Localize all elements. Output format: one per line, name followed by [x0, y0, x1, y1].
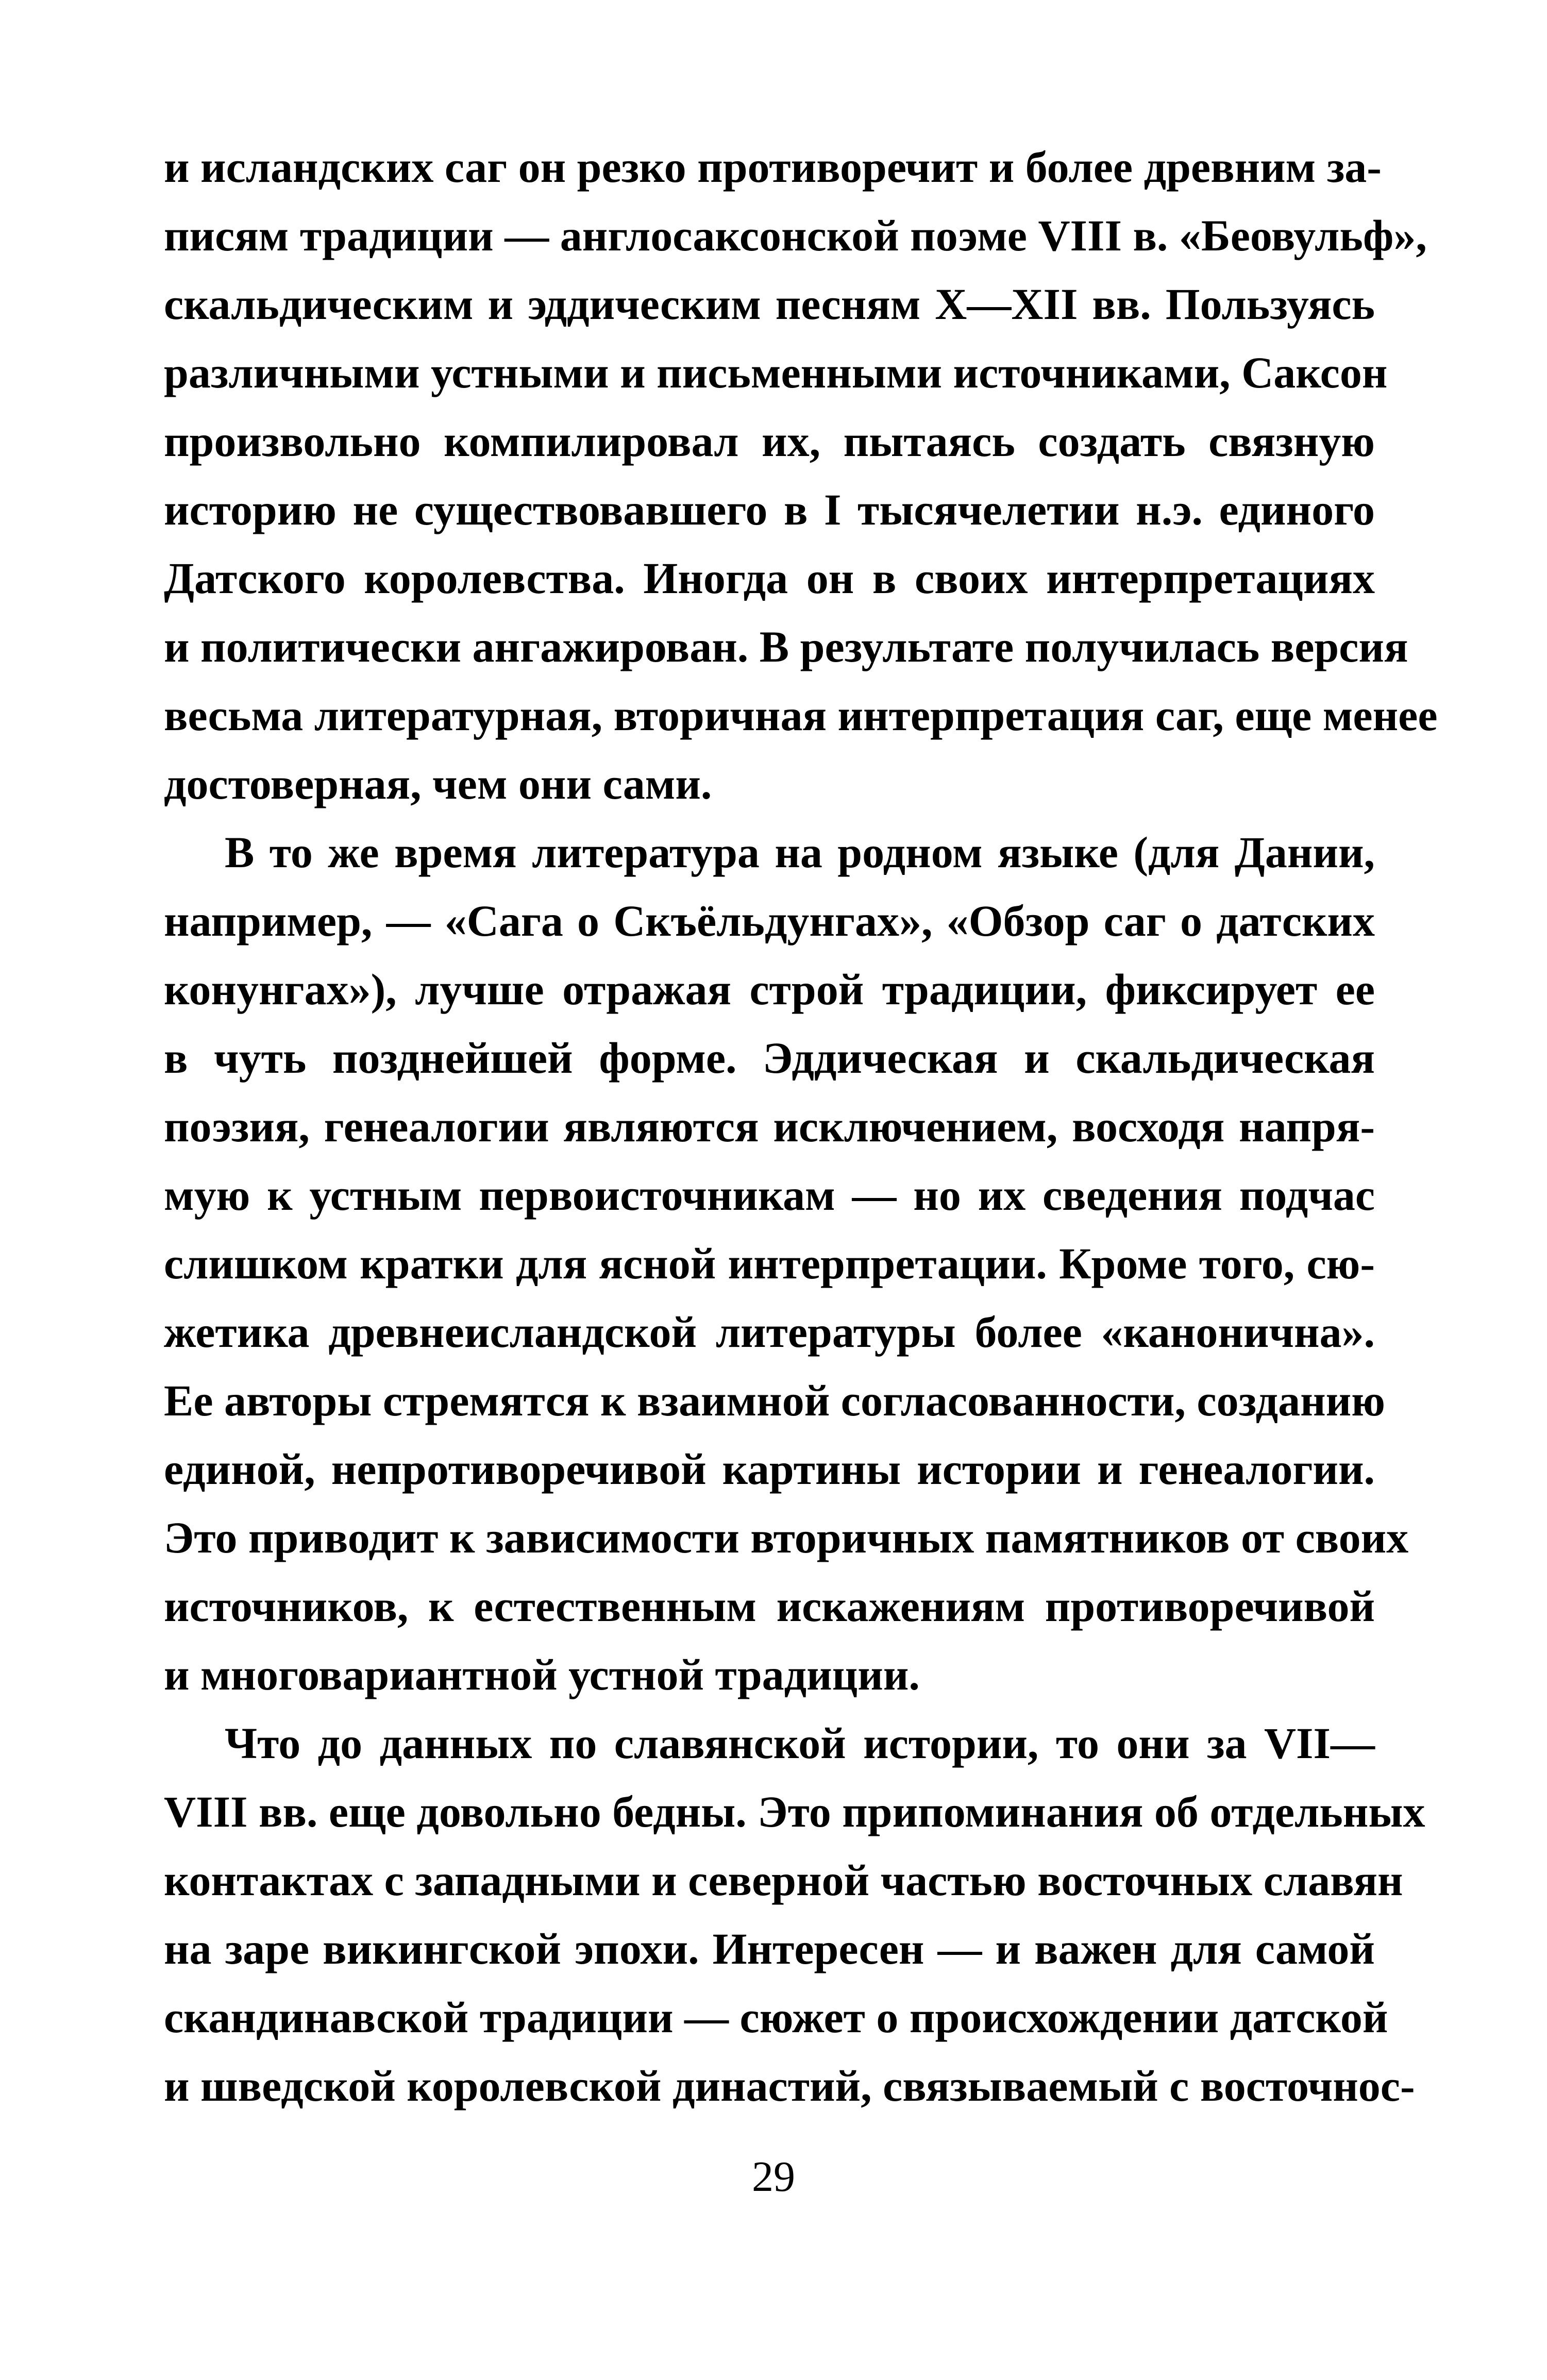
text-line: и шведской королевской династий, связываемый с восточнос- [164, 2061, 1415, 2111]
text-line: скальдическим и эддическим песням X—XII вв. Пользуясь [164, 279, 1375, 329]
text-line: Датского королевства. Иногда он в своих интерпретациях [164, 553, 1375, 603]
text-line: произвольно компилировал их, пытаясь создать связную [164, 416, 1375, 466]
text-line: различными устными и письменными источниками, Саксон [164, 348, 1388, 397]
text-line: В то же время литература на родном языке (для Дании, [225, 828, 1375, 877]
text-line: и политически ангажирован. В результате получилась версия [164, 622, 1408, 671]
text-line: в чуть позднейшей форме. Эддическая и скальдическая [164, 1033, 1375, 1083]
text-line: скандинавской традиции — сюжет о происхождении датской [164, 1993, 1388, 2042]
text-line: Что до данных по славянской истории, то они за VII— [225, 1718, 1375, 1768]
page-number: 29 [752, 2153, 795, 2201]
text-line: источников, к естественным искажениям противоречивой [164, 1581, 1375, 1631]
text-line: достоверная, чем они сами. [164, 759, 712, 808]
text-line: единой, непротиворечивой картины истории и генеалогии. [164, 1444, 1375, 1494]
body-text [164, 133, 1438, 2120]
text-line: жетика древнеисландской литературы более «канонична». [164, 1307, 1375, 1357]
text-line: конунгах»), лучше отражая строй традиции, фиксирует ее [164, 965, 1375, 1014]
text-line: и исландских саг он резко противоречит и более древним за- [164, 142, 1382, 192]
text-line: на заре викингской эпохи. Интересен — и важен для самой [164, 1924, 1375, 1973]
text-line: например, — «Сага о Скъёльдунгах», «Обзор саг о датских [164, 896, 1375, 946]
text-line: Это приводит к зависимости вторичных памятников от своих [164, 1513, 1409, 1562]
text-line: весьма литературная, вторичная интерпретация саг, еще менее [164, 690, 1438, 740]
text-line: поэзия, генеалогии являются исключением, восходя напря- [164, 1102, 1375, 1151]
text-line: Ее авторы стремятся к взаимной согласованности, созданию [164, 1376, 1385, 1425]
text-line: историю не существовавшего в I тысячелетии н.э. единого [164, 485, 1375, 534]
text-line: слишком кратки для ясной интерпретации. Кроме того, сю- [164, 1239, 1375, 1288]
text-line: мую к устным первоисточникам — но их сведения подчас [164, 1170, 1375, 1220]
text-line: VIII вв. еще довольно бедны. Это припоминания об отдельных [164, 1787, 1425, 1836]
text-line: контактах с западными и северной частью восточных славян [164, 1855, 1403, 1905]
text-line: и многовариантной устной традиции. [164, 1650, 920, 1699]
text-line: писям традиции — англосаксонской поэме VIII в. «Беовульф», [164, 211, 1427, 260]
